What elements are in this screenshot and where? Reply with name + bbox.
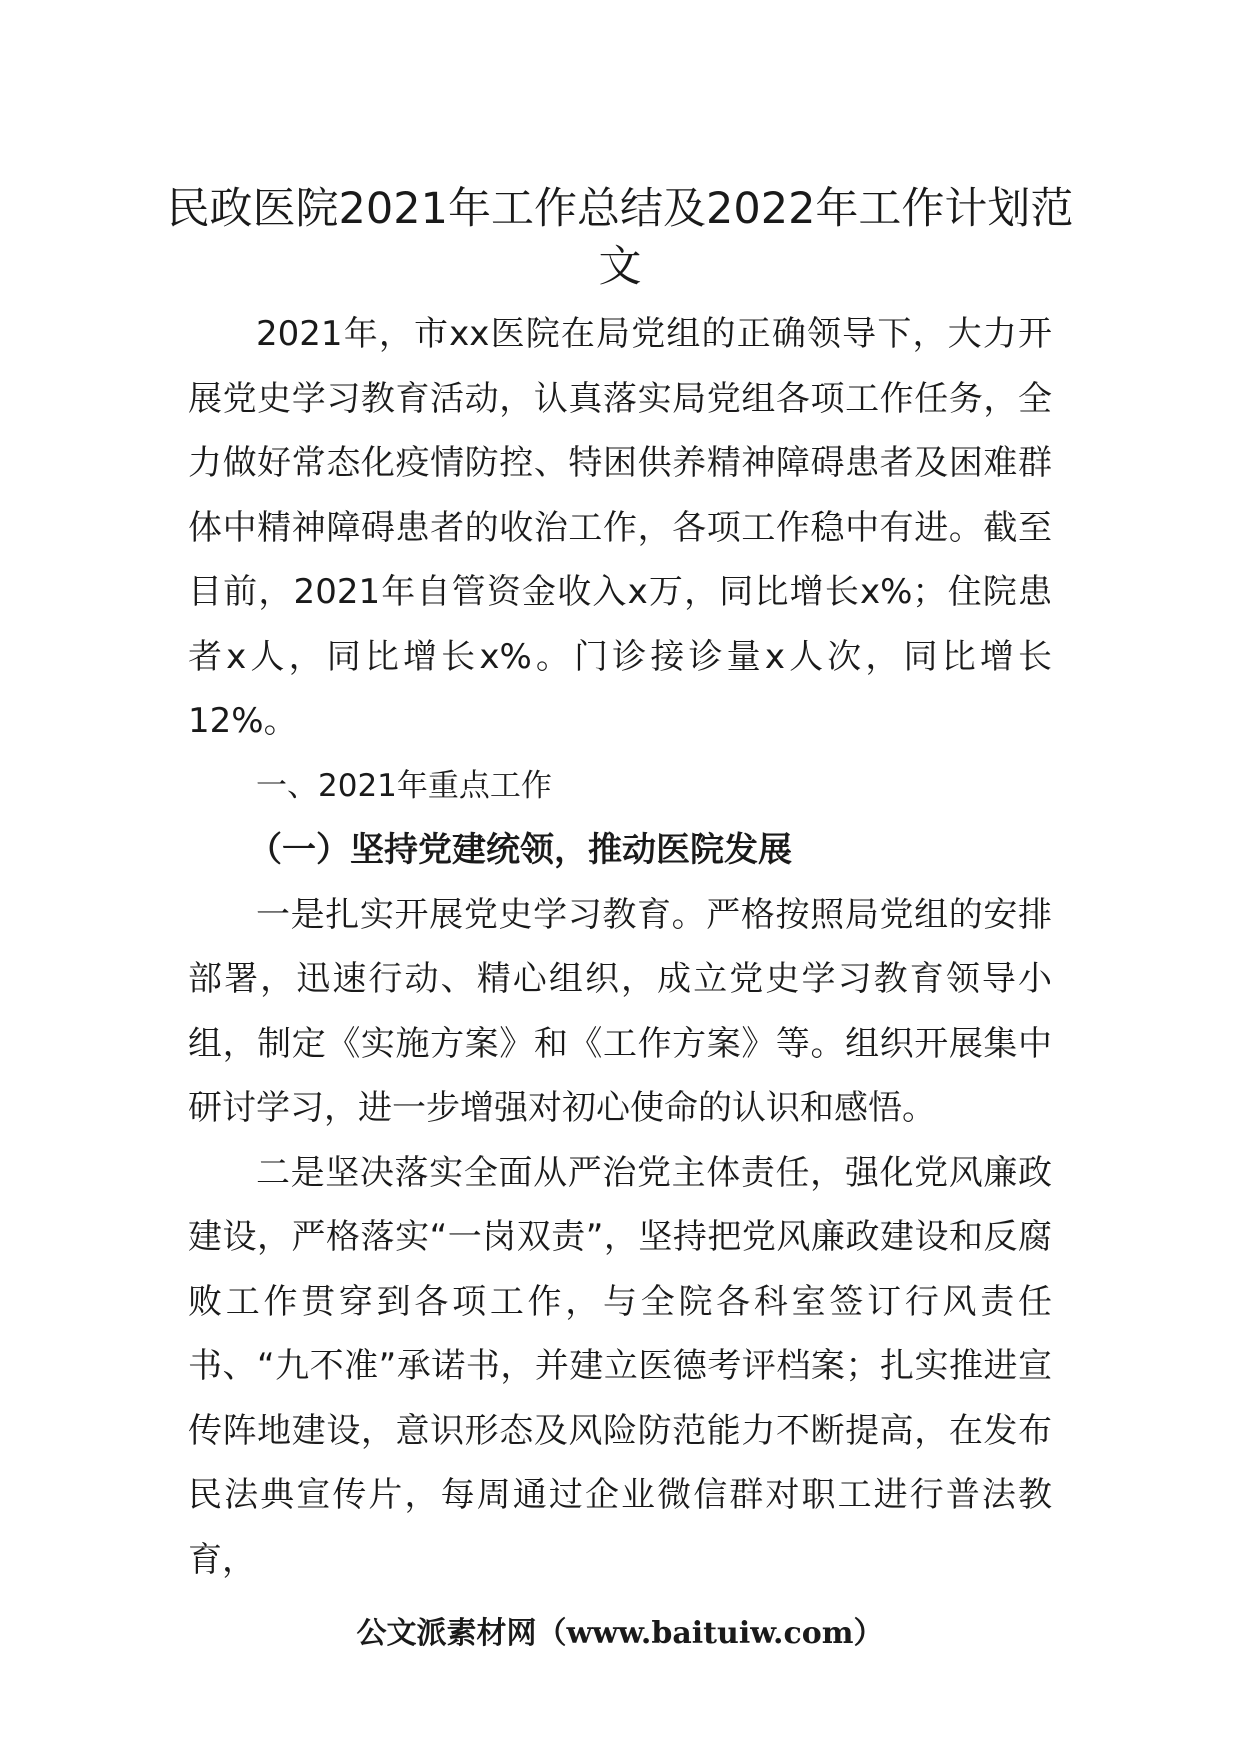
body-paragraph: 二是坚决落实全面从严治党主体责任，强化党风廉政建设，严格落实“一岗双责”，坚持把党风廉政建设和反腐败工作贯穿到各项工作，与全院各科室签订行风责任书、“九不准”承诺书，并建立医德考评档案；扎实推进宣传阵地建设，意识形态及风险防范能力不断提高，在发布民法典宣传片，每周通过企业微信群对职工进行普法教育，: [188, 1152, 1052, 1580]
document-title: 民政医院2021年工作总结及2022年工作计划范文: [166, 184, 1074, 292]
subsection-heading: （一）坚持党建统领，推动医院发展: [248, 830, 792, 870]
document-body: [188, 302, 1052, 1592]
intro-paragraph: 2021年，市xx医院在局党组的正确领导下，大力开展党史学习教育活动，认真落实局党组各项工作任务，全力做好常态化疫情防控、特困供养精神障碍患者及困难群体中精神障碍患者的收治工作，各项工作稳中有进。截至目前，2021年自管资金收入x万，同比增长x%；住院患者x人，同比增长x%。门诊接诊量x人次，同比增长12%。: [188, 314, 1052, 741]
footer-watermark: 公文派素材网（www.baituiw.com）: [356, 1616, 884, 1651]
body-paragraph: 一是扎实开展党史学习教育。严格按照局党组的安排部署，迅速行动、精心组织，成立党史学习教育领导小组，制定《实施方案》和《工作方案》等。组织开展集中研讨学习，进一步增强对初心使命的认识和感悟。: [188, 894, 1052, 1128]
section-heading: 一、2021年重点工作: [256, 767, 552, 804]
